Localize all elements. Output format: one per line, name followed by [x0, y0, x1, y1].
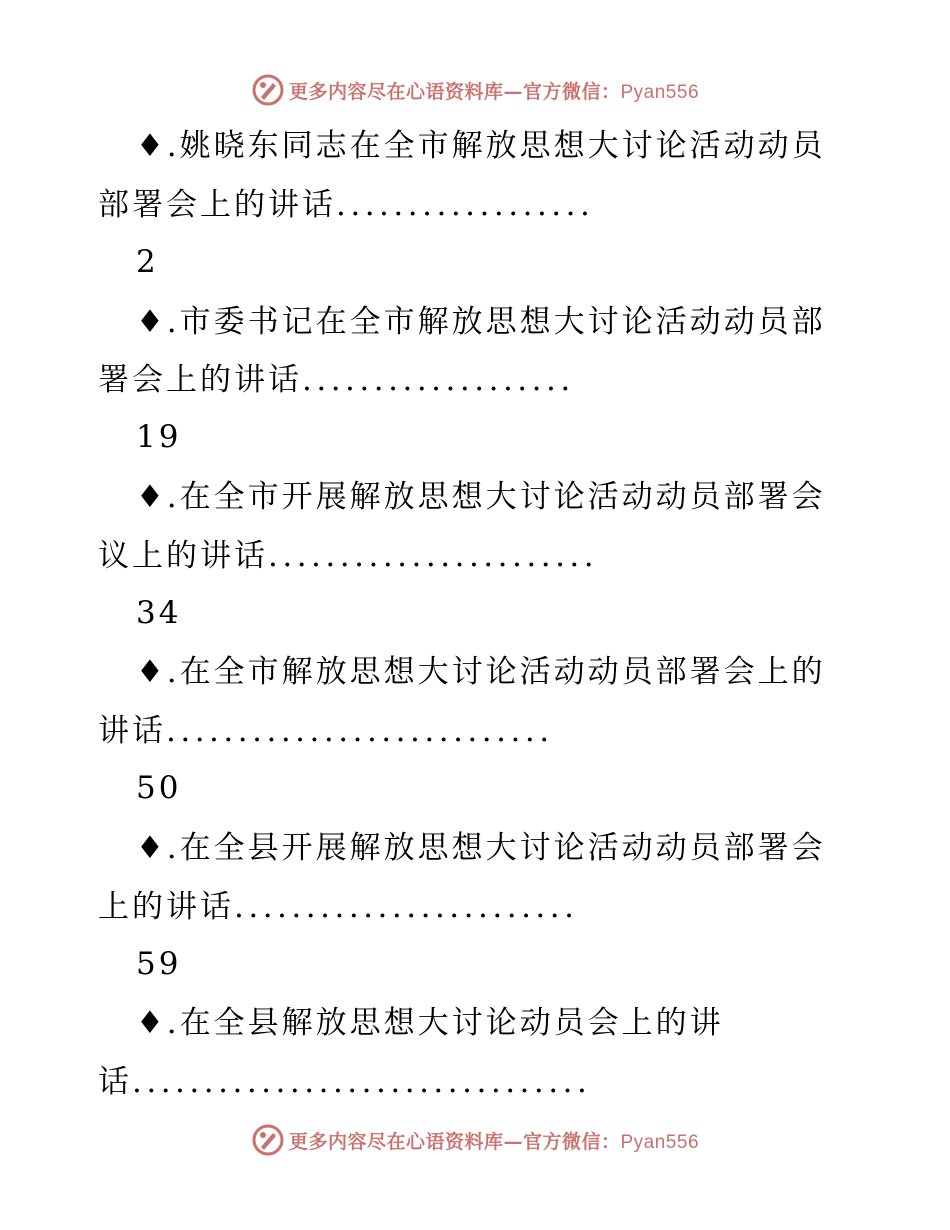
toc-page-number: 34 [136, 595, 182, 631]
toc-page-number: 19 [136, 419, 182, 455]
watermark-text: 更多内容尽在心语资料库—官方微信：Pyan556 [288, 80, 700, 103]
toc-entry-title-cont[interactable]: 上的讲话........................ [98, 889, 579, 925]
toc-entry-title[interactable]: ♦.在全市解放思想大讨论活动动员部署会上的 [136, 654, 826, 690]
toc-entry-title[interactable]: ♦.在全县开展解放思想大讨论活动动员部署会 [136, 830, 826, 866]
toc-entry-title[interactable]: ♦.市委书记在全市解放思想大讨论活动动员部 [136, 304, 826, 340]
watermark-banner-bottom [0, 1120, 950, 1160]
pen-nib-logo-icon [251, 73, 285, 107]
toc-entry-title[interactable]: ♦.姚晓东同志在全市解放思想大讨论活动动员 [136, 128, 826, 164]
watermark-text: 更多内容尽在心语资料库—官方微信：Pyan556 [288, 1130, 700, 1153]
toc-entry-title[interactable]: ♦.在全市开展解放思想大讨论活动动员部署会 [136, 479, 826, 515]
toc-entry-title[interactable]: ♦.在全县解放思想大讨论动员会上的讲 [136, 1005, 724, 1041]
toc-entry-title-cont[interactable]: 讲话........................... [98, 713, 554, 749]
toc-page-number: 2 [136, 244, 159, 280]
toc-entry-title-cont[interactable]: 署会上的讲话................... [98, 362, 575, 398]
pen-nib-logo-icon [251, 1123, 285, 1157]
leader-dots: ................... [302, 362, 575, 398]
watermark-banner-top [0, 70, 950, 110]
leader-dots: .................. [336, 187, 595, 223]
toc-entry-title-cont[interactable]: 话................................ [98, 1064, 592, 1100]
toc-entry-title-cont[interactable]: 议上的讲话....................... [98, 538, 599, 574]
leader-dots: ........................ [234, 889, 579, 925]
toc-page-number: 50 [136, 770, 182, 806]
leader-dots: ....................... [268, 538, 599, 574]
toc-page-number: 59 [136, 946, 182, 982]
toc-entry-title-cont[interactable]: 部署会上的讲话.................. [98, 187, 595, 223]
leader-dots: ........................... [166, 713, 554, 749]
leader-dots: ................................ [132, 1064, 592, 1100]
